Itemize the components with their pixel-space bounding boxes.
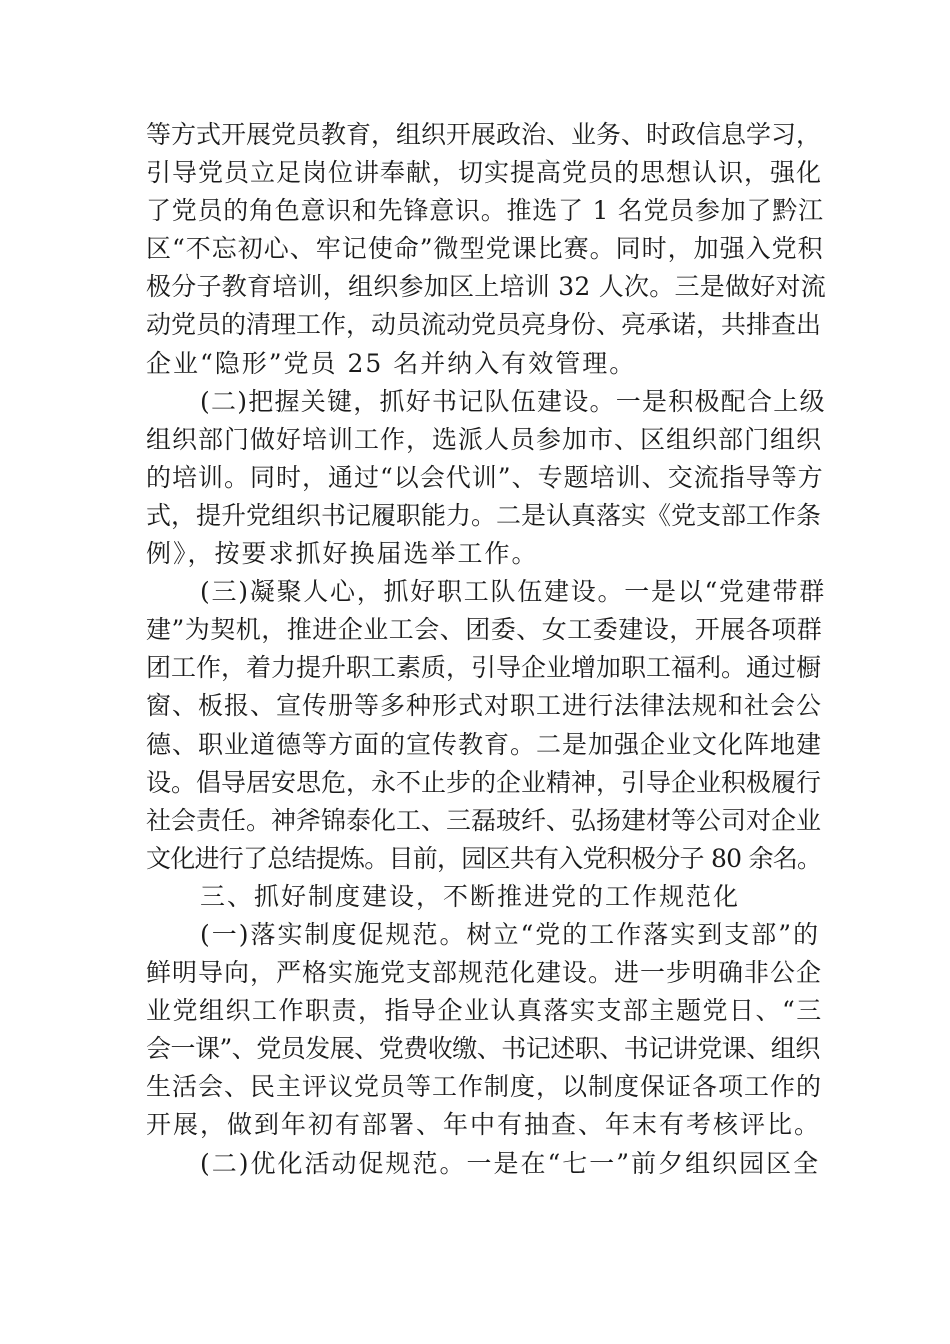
- text-line: 鲜明导向，严格实施党支部规范化建设。进一步明确非公企: [146, 958, 823, 988]
- paragraph-heading-line: (一)落实制度促规范。树立“党的工作落实到支部”的: [200, 919, 821, 949]
- text-line: 等方式开展党员教育，组织开展政治、业务、时政信息学习，: [146, 120, 822, 149]
- text-line: 德、职业道德等方面的宣传教育。二是加强企业文化阵地建: [146, 729, 823, 759]
- paragraph-heading-line: (二)优化活动促规范。一是在“七一”前夕组织园区全: [200, 1148, 821, 1178]
- text-line: 动党员的清理工作，动员流动党员亮身份、亮承诺，共排查出: [146, 310, 822, 340]
- text-line: 会一课”、党员发展、党费收缴、书记述职、书记讲党课、组织: [146, 1034, 820, 1064]
- section-heading: 三、抓好制度建设，不断推进党的工作规范化: [200, 881, 741, 911]
- text-line: 的培训。同时，通过“以会代训”、专题培训、交流指导等方: [146, 462, 824, 492]
- text-line: 企业“隐形”党员 25 名并纳入有效管理。: [146, 348, 637, 378]
- paragraph-heading-line: (二)把握关键，抓好书记队伍建设。一是积极配合上级: [200, 386, 826, 416]
- text-line: 极分子教育培训，组织参加区上培训 32 人次。三是做好对流: [146, 272, 826, 302]
- text-line: 式，提升党组织书记履职能力。二是认真落实《党支部工作条: [146, 500, 822, 530]
- text-line: 了党员的角色意识和先锋意识。推选了 1 名党员参加了黔江: [146, 196, 824, 226]
- text-line: 开展，做到年初有部署、年中有抽查、年末有考核评比。: [146, 1110, 822, 1140]
- text-line: 引导党员立足岗位讲奉献，切实提高党员的思想认识，强化: [146, 158, 823, 188]
- text-line: 团工作，着力提升职工素质，引导企业增加职工福利。通过橱: [146, 653, 822, 683]
- text-line: 例》，按要求抓好换届选举工作。: [146, 539, 539, 569]
- text-line: 生活会、民主评议党员等工作制度，以制度保证各项工作的: [146, 1072, 823, 1102]
- text-line: 社会责任。神斧锦泰化工、三磊玻纤、弘扬建材等公司对企业: [146, 805, 822, 835]
- paragraph-heading-line: (三)凝聚人心，抓好职工队伍建设。一是以“党建带群: [200, 577, 827, 607]
- text-line: 组织部门做好培训工作，选派人员参加市、区组织部门组织: [146, 424, 823, 454]
- body-text: [146, 116, 826, 1183]
- text-line: 业党组织工作职责，指导企业认真落实支部主题党日、“三: [146, 996, 823, 1026]
- text-line: 文化进行了总结提炼。目前，园区共有入党积极分子 80 余名。: [146, 843, 822, 873]
- text-line: 区“不忘初心、牢记使命”微型党课比赛。同时，加强入党积: [146, 234, 824, 264]
- text-line: 设。倡导居安思危，永不止步的企业精神，引导企业积极履行: [146, 767, 822, 797]
- text-line: 建”为契机，推进企业工会、团委、女工委建设，开展各项群: [146, 615, 823, 645]
- text-line: 窗、板报、宣传册等多种形式对职工进行法律法规和社会公: [146, 691, 823, 721]
